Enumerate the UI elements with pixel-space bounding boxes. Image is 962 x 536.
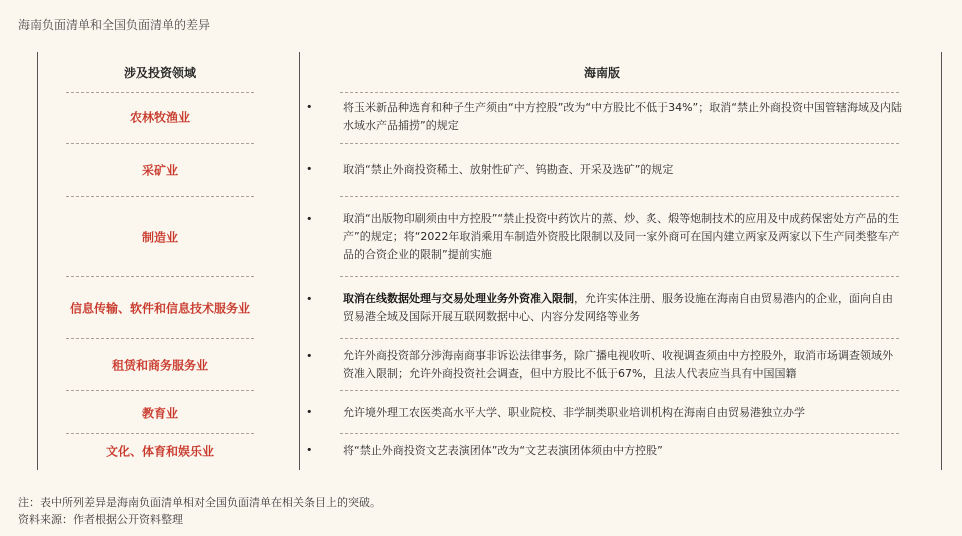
bullet-icon: • <box>306 100 313 114</box>
bullet-icon: • <box>306 212 313 226</box>
row-divider <box>66 92 254 93</box>
row-divider <box>340 196 899 197</box>
table-row-content <box>343 210 903 264</box>
row-divider <box>340 390 899 391</box>
row-divider <box>66 196 254 197</box>
page-title: 海南负面清单和全国负面清单的差异 <box>18 18 211 32</box>
source-note: 资料来源：作者根据公开资料整理 <box>18 513 183 526</box>
row-divider <box>340 338 899 339</box>
row-text: 将玉米新品种选育和种子生产须由“中方控股”改为“中方股比不低于34%”；取消“禁止外商投资中国管辖海域及内陆水域水产品捕捞”的规定 <box>343 101 902 132</box>
table-right-border <box>941 52 942 470</box>
table-row-content <box>343 290 903 326</box>
row-divider <box>340 143 899 144</box>
table-row-domain: 信息传输、软件和信息技术服务业 <box>69 301 250 316</box>
table-row-domain: 制造业 <box>141 230 178 245</box>
table-row-domain: 租赁和商务服务业 <box>111 358 208 373</box>
row-divider <box>66 276 254 277</box>
row-divider <box>340 433 899 434</box>
row-text: 允许外商投资部分涉海南商事非诉讼法律事务，除广播电视收听、收视调查须由中方控股外，取消市场调查领域外资准入限制；允许外商投资社会调查，但中方股比不低于67%，且法人代表应当具有中国国籍 <box>343 349 893 380</box>
table-row-domain: 采矿业 <box>141 163 178 178</box>
row-lead: 取消在线数据处理与交易处理业务外资准入限制 <box>343 292 574 305</box>
row-divider <box>340 276 899 277</box>
row-text: 将“禁止外商投资文艺表演团体”改为“文艺表演团体须由中方控股” <box>343 444 663 457</box>
row-divider <box>340 92 899 93</box>
row-text: ，允许实体注册、服务设施在海南自由贸易港内的企业，面向自由贸易港全域及国际开展互联网数据中心、内容分发网络等业务 <box>343 292 893 323</box>
bullet-icon: • <box>306 349 313 363</box>
row-text: 取消“禁止外商投资稀土、放射性矿产、钨勘查、开采及选矿”的规定 <box>343 163 674 176</box>
bullet-icon: • <box>306 292 313 306</box>
column-header-hainan: 海南版 <box>583 66 620 80</box>
table-row-domain: 农林牧渔业 <box>129 110 190 125</box>
bullet-icon: • <box>306 405 313 419</box>
row-divider <box>66 390 254 391</box>
row-text: 允许境外理工农医类高水平大学、职业院校、非学制类职业培训机构在海南自由贸易港独立办学 <box>343 406 805 419</box>
table-column-divider <box>299 52 300 470</box>
table-left-border <box>37 52 38 470</box>
table-row-content <box>343 347 903 383</box>
column-header-domain: 涉及投资领域 <box>123 66 196 80</box>
row-divider <box>66 433 254 434</box>
table-row-content <box>343 404 903 422</box>
row-divider <box>66 338 254 339</box>
footnote: 注：表中所列差异是海南负面清单相对全国负面清单在相关条目上的突破。 <box>18 496 381 509</box>
table-row-content <box>343 99 903 135</box>
bullet-icon: • <box>306 162 313 176</box>
table-row-content <box>343 161 903 179</box>
table-row-content <box>343 442 903 460</box>
table-row-domain: 教育业 <box>141 406 178 421</box>
row-divider <box>66 143 254 144</box>
bullet-icon: • <box>306 443 313 457</box>
table-row-domain: 文化、体育和娱乐业 <box>105 444 214 459</box>
row-text: 取消“出版物印刷须由中方控股”“禁止投资中药饮片的蒸、炒、炙、煅等炮制技术的应用及中成药保密处方产品的生产”的规定；将“2022年取消乘用车制造外资股比限制以及同一家外商可在国内建立两家及两家以下生产同类整车产品的合资企业的限制”提前实施 <box>343 212 900 261</box>
